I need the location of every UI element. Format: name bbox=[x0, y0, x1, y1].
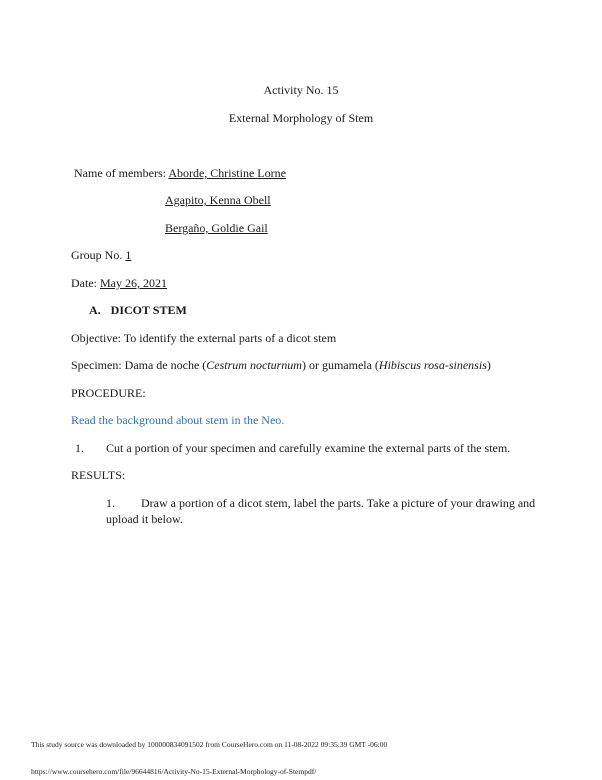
specimen-scientific-name-2: Hibiscus rosa-sinensis bbox=[378, 358, 487, 372]
group-label: Group No. bbox=[71, 248, 126, 262]
member-name-3: Bergaño, Goldie Gail bbox=[165, 221, 268, 235]
section-letter: A. bbox=[89, 303, 101, 317]
specimen-prefix: Specimen: Dama de noche ( bbox=[71, 358, 207, 372]
member-name-1: Aborde, Christine Lorne bbox=[168, 166, 286, 180]
results-step-number: 1. bbox=[106, 496, 115, 510]
group-number: 1 bbox=[125, 248, 132, 262]
download-note: This study source was downloaded by 100000834091502 from CourseHero.com on 11-08-2022 09:35:39 GMT -06:00 bbox=[31, 740, 388, 749]
date-value: May 26, 2021 bbox=[100, 276, 167, 290]
members-line bbox=[74, 166, 286, 181]
results-step-text-1: Draw a portion of a dicot stem, label the parts. Take a picture of your drawing and bbox=[141, 496, 536, 510]
neo-background-link[interactable]: Read the background about stem in the Neo. bbox=[71, 413, 285, 427]
specimen-line bbox=[71, 358, 491, 373]
procedure-label: PROCEDURE: bbox=[71, 386, 146, 400]
activity-title: Activity No. 15 bbox=[263, 83, 339, 97]
activity-subtitle: External Morphology of Stem bbox=[228, 111, 374, 125]
section-title: DICOT STEM bbox=[110, 303, 187, 317]
results-step-text-2: upload it below. bbox=[106, 512, 183, 526]
source-url[interactable]: https://www.coursehero.com/file/96644816/Activity-No-15-External-Morphology-of-Stempdf/ bbox=[31, 767, 317, 776]
procedure-step-text: Cut a portion of your specimen and carefully examine the external parts of the stem. bbox=[106, 441, 511, 455]
procedure-step bbox=[75, 441, 511, 456]
date-label: Date: bbox=[71, 276, 100, 290]
specimen-suffix: ) bbox=[486, 358, 491, 372]
date-line bbox=[71, 276, 167, 291]
members-label: Name of members: bbox=[74, 166, 169, 180]
specimen-mid: ) or gumamela ( bbox=[301, 358, 379, 372]
member-name-2: Agapito, Kenna Obell bbox=[165, 193, 271, 207]
specimen-scientific-name-1: Cestrum nocturnum bbox=[206, 358, 302, 372]
objective-text: Objective: To identify the external parts of a dicot stem bbox=[71, 331, 337, 345]
section-heading bbox=[89, 303, 187, 318]
procedure-step-number: 1. bbox=[75, 441, 84, 455]
results-step-line1 bbox=[106, 496, 536, 511]
group-line bbox=[71, 248, 131, 263]
results-label: RESULTS: bbox=[71, 468, 126, 482]
